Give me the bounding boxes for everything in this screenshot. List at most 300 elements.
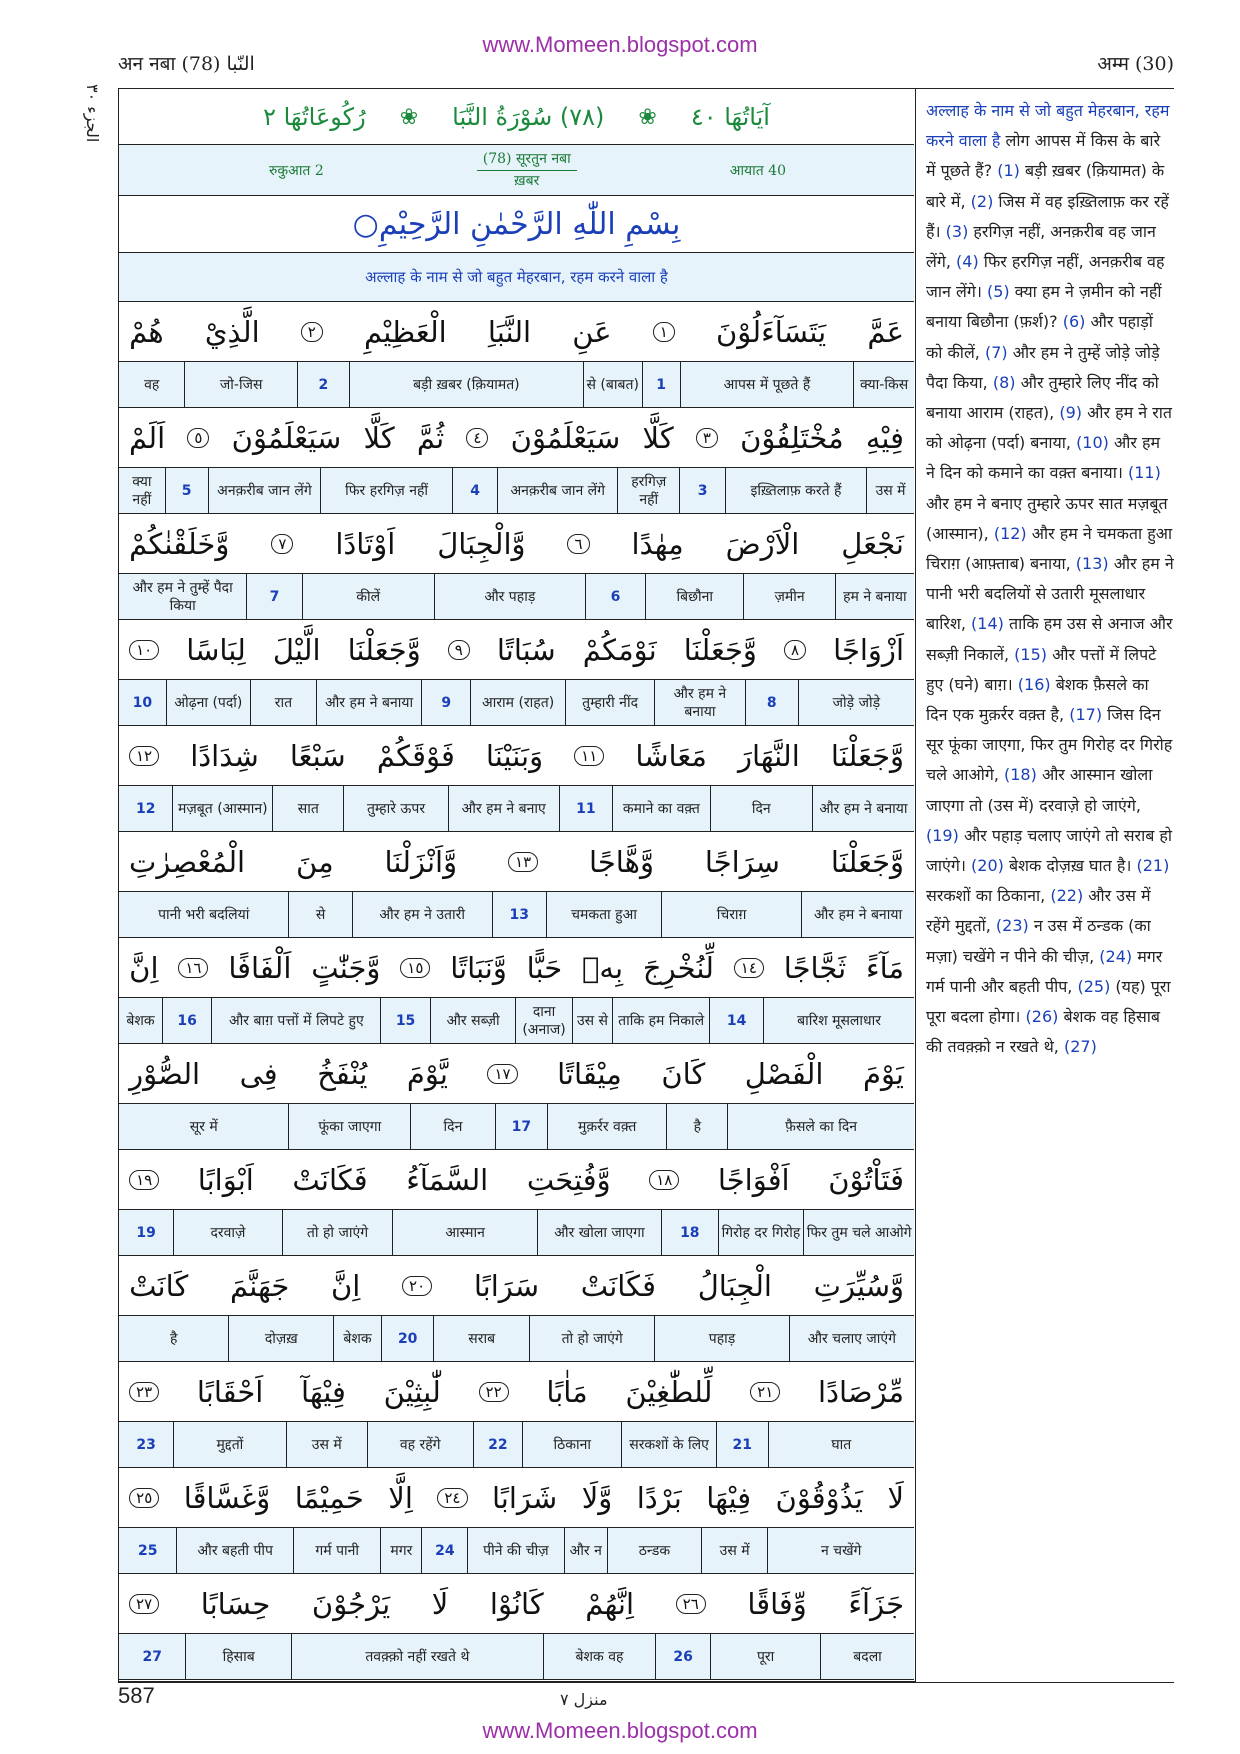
word-meaning-cell: आराम (राहत)	[470, 680, 565, 725]
arabic-word: بِهٖ	[582, 950, 624, 985]
arabic-word: وَّنَبَاتًا	[450, 950, 507, 985]
side-verse-translation: सरकशों का ठिकाना, (22)	[926, 886, 1084, 906]
arabic-word: شِدَادًا	[190, 738, 259, 773]
word-meaning-cell: बारिश मूसलाधार	[763, 998, 914, 1043]
arabic-verse-line	[119, 620, 914, 680]
side-verse-translation: अल्लाह के नाम से जो बहुत मेहरबान, रहम करने वाला है	[926, 101, 1170, 151]
side-verse-number: (20)	[971, 856, 1004, 876]
word-meaning-cell: तुम्हारे ऊपर	[343, 786, 447, 831]
word-meaning-cell: जोड़े जोड़े	[798, 680, 914, 725]
side-verse-translation: न उस में ठन्डक (का मज़ा) चखेंगे न पीने की चीज़, (24)	[926, 916, 1151, 966]
arabic-verse-line	[119, 514, 914, 574]
word-meaning-cell: दोज़ख़	[228, 1316, 333, 1361]
word-translation-row	[119, 1104, 914, 1150]
verse-number-marker: ٥	[187, 428, 209, 448]
word-meaning-cell: और हम ने तुम्हें पैदा किया	[132, 579, 233, 614]
word-translation-row	[119, 1634, 914, 1680]
side-verse-number: (10)	[1076, 433, 1109, 453]
arabic-word: وَّجَنّٰتٍ	[311, 950, 381, 985]
word-meaning-cell: और पहाड़	[434, 574, 585, 619]
bottom-rule	[118, 1682, 1174, 1683]
verse-number-marker: ١٤	[734, 958, 764, 978]
side-verse-translation: और हम ने पानी भरी बदलियों से उतारी मूसलाधार बारिश, (14)	[926, 554, 1174, 634]
arabic-word: الْفَصْلِ	[744, 1056, 824, 1091]
word-meaning-cell: आपस में पूछते हैं	[680, 362, 853, 407]
verse-number-cell: 26	[655, 1634, 710, 1679]
bismillah-hindi: अल्लाह के नाम से जो बहुत मेहरबान, रहम करने वाला है	[119, 253, 914, 302]
verse-number-cell: 20	[381, 1316, 433, 1361]
verse-number-cell: 6	[585, 574, 645, 619]
arabic-verse-line	[119, 1468, 914, 1528]
arabic-word: وَّجَعَلْنَا	[683, 632, 757, 667]
arabic-word: يُنْفَخُ	[317, 1056, 368, 1091]
side-verse-translation: हरगिज़ नहीं, अनक़रीब वह जान लेंगे, (4)	[926, 221, 1156, 272]
arabic-word: حَبًّا	[526, 950, 563, 985]
arabic-word: فَكَانَتْ	[292, 1162, 368, 1197]
verse-number-marker: ٢٦	[676, 1594, 706, 1614]
arabic-word: مِيْقَاتًا	[557, 1056, 622, 1091]
word-meaning-cell: पहाड़	[654, 1316, 788, 1361]
verse-number-marker: ٨	[784, 640, 806, 660]
side-verse-translation: और पहाड़ चलाए जाएंगे तो सराब हो जाएंगे। (20)	[926, 825, 1173, 876]
word-meaning-cell: पानी भरी बदलियां	[158, 906, 250, 923]
word-meaning-cell: ठिकाना	[522, 1422, 621, 1467]
side-verse-translation: और पत्तों में लिपटे हुए (घने) बाग़। (16)	[926, 644, 1157, 694]
word-meaning-cell: तो हो जाएंगे	[282, 1210, 393, 1255]
side-verse-number: (16)	[1017, 674, 1051, 694]
word-translation-row	[119, 680, 914, 726]
flower-icon: ❀	[399, 104, 419, 130]
side-verse-translation: और आस्मान खोला जाएगा तो (उस में) दरवाज़े हो जाएंगे, (19)	[926, 765, 1153, 845]
arabic-word: فِيْهَا	[706, 1480, 752, 1515]
arabic-word: يَتَسَآءَلُوْنَ	[715, 314, 827, 349]
word-meaning-cell: से	[288, 892, 351, 937]
arabic-verse-line	[119, 938, 914, 998]
word-meaning-cell: और चलाए जाएंगे	[789, 1316, 914, 1361]
verse-number-marker: ٢٢	[479, 1382, 509, 1402]
word-meaning-cell: और हम ने बनाया	[801, 892, 914, 937]
word-meaning-cell: और न	[564, 1528, 608, 1573]
arabic-word: لَا	[431, 1586, 449, 1621]
arabic-verse-line	[119, 1044, 914, 1104]
arabic-word: النَّهَارَ	[737, 738, 800, 773]
verse-number-marker: ٩	[448, 640, 470, 660]
verse-number-cell: 4	[452, 468, 497, 513]
arabic-word: الصُّوْرِ	[129, 1056, 201, 1091]
side-verse-translation: और हम ने तुम्हें जोड़े जोड़े पैदा किया, (8)	[926, 342, 1160, 392]
verse-number-marker: ١٣	[508, 852, 538, 872]
side-verse-translation: बेशक दोज़ख़ घात है। (21)	[1008, 856, 1170, 876]
arabic-word: وَبَنَيْنَا	[485, 738, 544, 773]
side-verse-translation: क्या हम ने ज़मीन को नहीं बनाया बिछौना (फ़र्श)? (6)	[926, 282, 1162, 332]
verse-number-cell: 1	[642, 362, 680, 407]
verse-number-cell: 21	[716, 1422, 768, 1467]
arabic-word: الْجِبَالُ	[697, 1268, 772, 1303]
word-translation-row	[119, 362, 914, 408]
verse-number-marker: ٢٣	[129, 1382, 159, 1402]
verse-number-cell: 14	[709, 998, 763, 1043]
word-meaning-cell: ओढ़ना (पर्दा)	[166, 680, 251, 725]
arabic-word: يَوْمَ	[862, 1056, 904, 1091]
juz-label: الجزء ٣٠	[83, 84, 102, 143]
arabic-word: الَّيْلَ	[272, 632, 321, 667]
word-meaning-cell: रात	[250, 680, 316, 725]
verse-number-cell: 22	[473, 1422, 523, 1467]
verse-number-marker: ٢٧	[129, 1594, 159, 1614]
word-meaning-cell: और हम ने उतारी	[352, 892, 492, 937]
arabic-word: عَمَّ	[867, 314, 904, 349]
side-verse-number: (26)	[1025, 1007, 1059, 1027]
verse-number-marker: ٢	[301, 322, 323, 342]
arabic-word: وَّلَا	[581, 1480, 613, 1515]
word-meaning-cell: और हम ने बनाए	[448, 786, 559, 831]
word-meaning-cell: वह	[144, 376, 160, 393]
arabic-word: مَآءً	[865, 950, 904, 985]
verse-number-marker: ١٥	[400, 958, 430, 978]
side-verse-number: (27)	[1063, 1037, 1097, 1057]
word-meaning-cell: सात	[272, 786, 343, 831]
word-meaning-cell: हिसाब	[185, 1634, 290, 1679]
arabic-verse-line	[119, 1256, 914, 1316]
side-verse-translation: और तुम्हारे लिए नींद को बनाया आराम (राहत), (9)	[926, 372, 1159, 423]
side-verse-number: (17)	[1069, 705, 1103, 725]
word-translation-row	[119, 892, 914, 938]
arabic-word: وَّسُيِّرَتِ	[813, 1268, 904, 1303]
header-right: अम्म (30)	[1097, 53, 1174, 75]
word-meaning-cell: गिरोह दर गिरोह	[718, 1210, 804, 1255]
arabic-word: سِرَاجًا	[704, 844, 780, 879]
word-meaning-cell: तुम्हारी नींद	[565, 680, 654, 725]
side-verse-number: (21)	[1136, 856, 1170, 876]
arabic-word: نَجْعَلِ	[841, 526, 904, 561]
header-left: अन नबा (78) النّبا	[118, 53, 255, 75]
side-verse-number: (1)	[997, 161, 1020, 181]
verse-number-marker: ١٢	[129, 746, 159, 766]
verse-number-marker: ٣	[696, 428, 718, 448]
arabic-word: الَّذِيْ	[204, 314, 260, 349]
verse-number-cell: 15	[380, 998, 430, 1043]
side-verse-number: (15)	[1014, 644, 1047, 664]
word-meaning-cell: पीने की चीज़	[467, 1528, 563, 1573]
word-meaning-cell: गर्म पानी	[293, 1528, 380, 1573]
side-verse-translation: और उस में रहेंगे मुद्दतों, (23)	[926, 886, 1151, 936]
word-meaning-cell: दाना (अनाज)	[515, 998, 571, 1043]
side-verse-number: (13)	[1075, 554, 1109, 574]
arabic-word: اِنَّ	[129, 950, 159, 985]
side-verse-number: (8)	[992, 372, 1016, 392]
arabic-word: ثُمَّ	[416, 420, 445, 455]
side-verse-translation: फिर हरगिज़ नहीं, अनक़रीब वह जान लेंगे। (5)	[926, 252, 1165, 302]
arabic-word: الْاَرْضَ	[725, 526, 800, 561]
word-translation-row	[119, 1422, 914, 1468]
word-meaning-cell: बेशक	[333, 1316, 381, 1361]
word-meaning-cell: न चखेंगे	[767, 1528, 914, 1573]
side-verse-number: (12)	[993, 523, 1027, 543]
arabic-word: اَوْتَادًا	[335, 526, 396, 561]
word-meaning-cell: से (बाबत)	[583, 362, 642, 407]
side-verse-number: (7)	[984, 342, 1008, 362]
arabic-word: مُخْتَلِفُوْنَ	[740, 420, 844, 455]
arabic-word: يَّوْمَ	[406, 1056, 448, 1091]
word-meaning-cell: सराब	[433, 1316, 529, 1361]
arabic-word: وَّالْجِبَالَ	[437, 526, 526, 561]
arabic-word: اَفْوَاجًا	[717, 1162, 790, 1197]
arabic-word: جَزَآءً	[848, 1586, 904, 1621]
arabic-word: هُمْ	[129, 314, 164, 349]
word-meaning-cell: फिर हरगिज़ नहीं	[320, 468, 452, 513]
flower-icon: ❀	[638, 104, 657, 130]
side-verse-number: (9)	[1059, 403, 1082, 423]
side-verse-translation: जिस दिन सूर फूंका जाएगा, फिर तुम गिरोह दर गिरोह चले आओगे, (18)	[926, 705, 1173, 785]
word-meaning-cell: कमाने का वक़्त	[612, 786, 710, 831]
verse-number-marker: ٢٤	[437, 1488, 467, 1508]
side-verse-translation: और हम ने दिन को कमाने का वक़्त बनाया। (11)	[926, 433, 1161, 483]
side-verse-translation: ताकि हम उस से अनाज और सब्ज़ी निकालें, (15)	[926, 614, 1173, 664]
side-verse-number: (24)	[1099, 946, 1133, 966]
word-translation-row	[119, 786, 914, 832]
arabic-word: السَّمَآءُ	[406, 1162, 489, 1197]
word-translation-row	[119, 1316, 914, 1362]
ayat-count-hindi: आयात 40	[729, 163, 786, 179]
arabic-word: سَيَعْلَمُوْنَ	[510, 420, 621, 455]
word-meaning-cell: बेशक	[126, 1012, 155, 1029]
side-verse-translation: और हम ने चमकता हुआ चिराग़ (आफ़्ताब) बनाया, (13)	[926, 523, 1173, 574]
arabic-word: شَرَابًا	[491, 1480, 558, 1515]
side-verse-number: (2)	[970, 191, 994, 211]
word-meaning-cell: है	[169, 1330, 178, 1347]
word-meaning-cell: सूर में	[189, 1118, 218, 1135]
url-top[interactable]: www.Momeen.blogspot.com	[482, 32, 758, 57]
verse-number-cell: 7	[246, 574, 301, 619]
arabic-word: فَوْقَكُمْ	[376, 738, 455, 773]
word-meaning-cell: जो-जिस	[184, 362, 297, 407]
manzil-label: منزل ٧	[560, 1690, 608, 1709]
arabic-word: لَا	[887, 1480, 904, 1515]
word-meaning-cell: सरकशों के लिए	[621, 1422, 716, 1467]
arabic-word: ثَجَّاجًا	[783, 950, 847, 985]
arabic-word: سَيَعْلَمُوْنَ	[231, 420, 342, 455]
word-translation-row	[119, 1210, 914, 1256]
arabic-word: اِنَّ	[330, 1268, 361, 1303]
word-meaning-cell: और सब्ज़ी	[430, 998, 516, 1043]
word-meaning-cell: आस्मान	[392, 1210, 537, 1255]
arabic-word: فَتَاْتُوْنَ	[828, 1162, 904, 1197]
word-meaning-cell: इख़्तिलाफ़ करते हैं	[725, 468, 866, 513]
verse-number-cell: 17	[495, 1104, 547, 1149]
surah-info-band	[119, 145, 914, 196]
quran-main-box	[118, 88, 916, 1682]
verse-number-cell: 2	[297, 362, 349, 407]
arabic-word: حِسَابًا	[200, 1586, 271, 1621]
arabic-word: الْمُعْصِرٰتِ	[129, 844, 246, 879]
word-meaning-cell: उस में	[701, 1528, 767, 1573]
side-verse-translation: बेशक वह हिसाब की तवक़्क़ो न रखते थे, (27)	[926, 1007, 1161, 1057]
arabic-verse-line	[119, 832, 914, 892]
arabic-word: بَرْدًا	[636, 1480, 682, 1515]
verse-number-cell: 9	[421, 680, 470, 725]
verse-number-cell: 16	[162, 998, 212, 1043]
word-meaning-cell: बेशक वह	[543, 1634, 655, 1679]
arabic-verse-line	[119, 726, 914, 786]
word-meaning-cell: वह रहेंगे	[367, 1422, 473, 1467]
arabic-word: اَزْوَاجًا	[833, 632, 904, 667]
arabic-word: اَحْقَابًا	[196, 1374, 264, 1409]
word-meaning-cell: और बहती पीप	[176, 1528, 293, 1573]
verse-number-marker: ١	[653, 322, 675, 342]
arabic-verse-line	[119, 1362, 914, 1422]
arabic-word: كَانُوْا	[489, 1586, 544, 1621]
word-meaning-cell: फूंका जाएगा	[288, 1104, 410, 1149]
verse-number-cell: 10	[132, 694, 153, 711]
word-meaning-cell: उस से	[572, 998, 613, 1043]
word-meaning-cell: फिर तुम चले आओगे	[803, 1210, 914, 1255]
arabic-word: اِنَّهُمْ	[585, 1586, 635, 1621]
ayat-count-arabic: آيَاتُهَا ٤٠	[690, 103, 770, 131]
word-meaning-cell: अनक़रीब जान लेंगे	[497, 468, 617, 513]
verse-number-cell: 13	[492, 892, 546, 937]
verse-number-cell: 23	[136, 1436, 156, 1453]
word-translation-row	[119, 574, 914, 620]
word-meaning-cell: चमकता हुआ	[546, 892, 661, 937]
arabic-word: يَذُوْقُوْنَ	[775, 1480, 863, 1515]
word-meaning-cell: उस में	[286, 1422, 367, 1467]
word-meaning-cell: ज़मीन	[743, 574, 834, 619]
verse-number-marker: ١١	[574, 746, 604, 766]
verse-number-cell: 27	[142, 1648, 162, 1665]
arabic-word: سَرَابًا	[473, 1268, 540, 1303]
verse-number-marker: ٢١	[750, 1382, 780, 1402]
arabic-word: وَّغَسَّاقًا	[183, 1480, 271, 1515]
side-verse-number: (22)	[1050, 886, 1084, 906]
verse-number-cell: 8	[745, 680, 798, 725]
side-verse-translation: बड़ी ख़बर (क़ियामत) के बारे में, (2)	[926, 161, 1165, 211]
verse-number-marker: ٢٠	[402, 1276, 432, 1296]
word-meaning-cell: बदला	[820, 1634, 914, 1679]
arabic-word: مِّرْصَادًا	[818, 1374, 904, 1409]
verse-number-cell: 12	[135, 800, 156, 817]
side-verse-translation: और हम ने बनाए तुम्हारे ऊपर सात मज़बूत (आस्मान), (12)	[926, 493, 1168, 543]
verse-number-marker: ١٨	[649, 1170, 679, 1190]
side-verse-number: (4)	[956, 252, 979, 272]
word-meaning-cell: क्या-किस	[853, 362, 914, 407]
word-meaning-cell: बिछौना	[645, 574, 743, 619]
arabic-word: فِيْهَآ	[301, 1374, 346, 1409]
side-verse-number: (14)	[971, 614, 1004, 634]
word-meaning-cell: घात	[768, 1422, 914, 1467]
word-meaning-cell: और बाग़ पत्तों में लिपटे हुए	[211, 998, 380, 1043]
arabic-word: مِهٰدًا	[631, 526, 684, 561]
arabic-word: وَّجَعَلْنَا	[830, 844, 904, 879]
arabic-word: النَّبَاِ	[487, 314, 532, 349]
arabic-word: مِنَ	[296, 844, 334, 879]
word-meaning-cell: मज़बूत (आस्मान)	[172, 786, 272, 831]
side-verse-number: (18)	[1004, 765, 1037, 785]
word-meaning-cell: अनक़रीब जान लेंगे	[208, 468, 321, 513]
arabic-word: كَانَتْ	[129, 1268, 189, 1303]
arabic-word: وَّاَنْزَلْنَا	[384, 844, 458, 879]
verse-number-marker: ١٧	[487, 1064, 517, 1084]
word-meaning-cell: दिन	[410, 1104, 495, 1149]
bismillah-arabic: بِسْمِ اللّٰهِ الرَّحْمٰنِ الرَّحِيْمِ ○	[119, 196, 914, 253]
verse-number-cell: 24	[421, 1528, 467, 1573]
word-meaning-cell: और खोला जाएगा	[537, 1210, 661, 1255]
verse-number-marker: ٤	[466, 428, 488, 448]
word-meaning-cell: मुद्दतों	[173, 1422, 286, 1467]
arabic-word: كَلَّا	[363, 420, 395, 455]
arabic-word: سُبَاتًا	[496, 632, 556, 667]
side-verse-number: (19)	[926, 825, 959, 845]
arabic-word: لِّلطّٰغِيْنَ	[625, 1374, 713, 1409]
word-meaning-cell: चिराग़	[661, 892, 801, 937]
surah-name-hindi: (78) सूरतुन नबा ख़बर	[477, 149, 577, 192]
word-meaning-cell: दरवाज़े	[173, 1210, 281, 1255]
side-verse-translation: बेशक फ़ैसले का दिन एक मुक़र्रर वक़्त है, (17)	[926, 674, 1149, 725]
arabic-word: عَنِ	[572, 314, 612, 349]
arabic-verse-line	[119, 302, 914, 362]
arabic-word: الْعَظِيْمِ	[363, 314, 447, 349]
arabic-word: يَرْجُوْنَ	[311, 1586, 391, 1621]
side-verse-number: (3)	[945, 221, 969, 241]
arabic-word: اَلَمْ	[129, 420, 166, 455]
side-verse-number: (11)	[1128, 463, 1161, 483]
arabic-word: كَلَّا	[642, 420, 674, 455]
side-verse-translation: (यह) पूरा पूरा बदला होगा। (26)	[926, 976, 1171, 1027]
word-meaning-cell: मगर	[380, 1528, 421, 1573]
ruku-count-arabic: رُكُوعَاتُهَا ٢	[263, 103, 366, 131]
verse-number-marker: ٦	[567, 534, 589, 554]
verse-number-cell: 25	[137, 1542, 158, 1559]
side-verse-translation: और हम ने रात को ओढ़ना (पर्दा) बनाया, (10)	[926, 403, 1173, 453]
arabic-word: جَهَنَّمَ	[229, 1268, 290, 1303]
verse-number-marker: ٧	[271, 534, 293, 554]
side-translation	[926, 96, 1174, 1063]
arabic-word: فِى	[239, 1056, 278, 1091]
side-verse-translation: और पहाड़ों को कीलें, (7)	[926, 312, 1153, 362]
arabic-word: فَكَانَتْ	[580, 1268, 657, 1303]
verse-number-cell: 3	[679, 468, 724, 513]
word-meaning-cell: फ़ैसले का दिन	[727, 1104, 914, 1149]
verse-number-cell: 19	[136, 1224, 156, 1241]
arabic-word: كَانَ	[661, 1056, 706, 1091]
arabic-word: فِيْهِ	[865, 420, 904, 455]
arabic-word: اِلَّا	[388, 1480, 413, 1515]
verse-number-marker: ١٩	[129, 1170, 159, 1190]
word-meaning-cell: और हम ने बनाया	[654, 680, 745, 725]
arabic-verse-line	[119, 1574, 914, 1634]
arabic-word: وَّخَلَقْنٰكُمْ	[129, 526, 230, 561]
word-meaning-cell: पूरा	[710, 1634, 820, 1679]
verse-number-cell: 11	[559, 786, 612, 831]
arabic-word: وَّجَعَلْنَا	[347, 632, 421, 667]
arabic-word: لِّنُخْرِجَ	[642, 950, 714, 985]
side-verse-number: (25)	[1077, 976, 1111, 996]
side-verse-translation: लोग आपस में किस के बारे में पूछते हैं? (1)	[926, 131, 1161, 181]
ruku-count-hindi: रुकुआत 2	[269, 163, 324, 179]
side-verse-number: (6)	[1062, 312, 1086, 332]
surah-title-band	[119, 89, 914, 145]
arabic-word: مَعَاشًا	[635, 738, 707, 773]
url-bottom[interactable]: www.Momeen.blogspot.com	[482, 1718, 758, 1743]
verse-number-cell: 5	[165, 468, 208, 513]
arabic-word: مَاٰبًا	[546, 1374, 588, 1409]
word-translation-row	[119, 998, 914, 1044]
word-translation-row	[119, 1528, 914, 1574]
arabic-word: وَّفُتِحَتِ	[526, 1162, 611, 1197]
word-meaning-cell: कीलें	[302, 574, 434, 619]
word-meaning-cell: क्या नहीं	[132, 473, 152, 508]
word-meaning-cell: उस में	[866, 468, 914, 513]
word-meaning-cell: और हम ने बनाया	[316, 680, 422, 725]
